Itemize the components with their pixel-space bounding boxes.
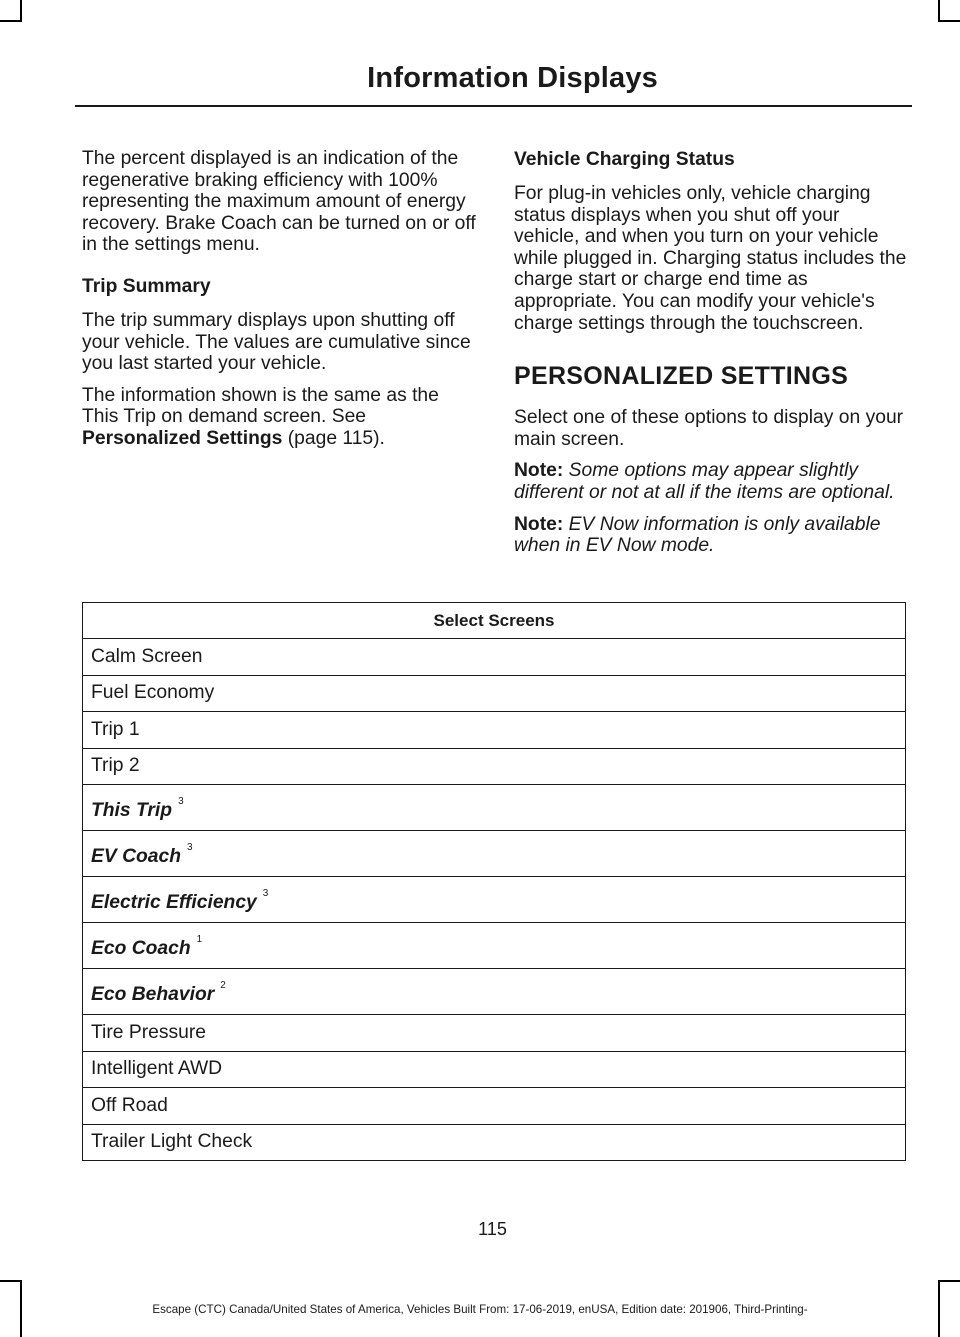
table-row [83,712,906,749]
footnote-marker: 3 [262,888,269,900]
select-screens-table [82,602,906,1161]
table-row [83,785,906,831]
crop-mark-top-left-h [0,20,22,22]
header-rule [75,105,912,107]
footnote-marker: 3 [187,842,193,854]
table-cell [83,1124,906,1161]
table-cell [83,785,906,831]
page-reference: (page 115). [282,427,385,449]
table-cell [83,877,906,923]
footnote-marker: 1 [196,934,203,946]
footnote-marker: 3 [178,796,184,808]
brake-coach-paragraph: The percent displayed is an indication of the regenerative braking efficiency with 100% representing the maximum amount of energy recovery. Brake Coach can be turned on or off in the settings menu. [82,148,476,256]
screen-option-label: Intelligent AWD [91,1058,223,1080]
note-label: Note: [514,460,564,482]
crop-mark-bottom-right-h [938,1280,960,1282]
table-row [83,877,906,923]
table-row [83,1015,906,1052]
table-row [83,923,906,969]
screen-option-label: Tire Pressure [91,1021,206,1043]
note-text: Some options may appear slightly different or not at all if the items are optional. [514,460,895,503]
screen-option-label: Trip 2 [91,755,140,777]
screen-option-label: Fuel Economy [91,682,215,704]
trip-summary-reference [82,385,476,450]
right-column [514,148,908,567]
table-row [83,1088,906,1125]
screen-option-label: Trailer Light Check [91,1131,253,1153]
trip-summary-paragraph: The trip summary displays upon shutting off your vehicle. The values are cumulative since you last started your vehicle. [82,309,471,375]
crop-mark-top-left [20,0,22,22]
screen-option-label: Eco Behavior [91,983,215,1005]
table-cell [83,831,906,877]
note-text: EV Now information is only available when in EV Now mode. [514,513,881,557]
footnote-marker: 2 [220,980,226,992]
personalized-settings-heading: PERSONALIZED SETTINGS [514,362,849,391]
table-row [83,1051,906,1088]
reference-text: The information shown is the same as the This Trip on demand screen. See [82,384,439,428]
trip-summary-heading: Trip Summary [82,275,211,297]
left-column [82,148,476,460]
table-row [83,639,906,676]
crop-mark-top-right [938,0,940,22]
table-cell [83,712,906,749]
note-label: Note: [514,513,564,535]
table-row [83,1124,906,1161]
table-row [83,675,906,712]
charging-status-paragraph: For plug-in vehicles only, vehicle charging status displays when you shut off your vehicle, and when you turn on your vehicle while plugged in. Charging status includes the charge start or charge end time as appropriate. You can modify your vehicle's charge settings through the touchscreen. [514,183,907,334]
table-header: Select Screens [83,603,906,639]
charging-status-heading: Vehicle Charging Status [514,149,735,170]
table-row [83,831,906,877]
screen-option-label: Electric Efficiency [91,891,257,913]
table-cell [83,748,906,785]
note-ev-now [514,514,908,557]
table-cell [83,639,906,676]
page-title: Information Displays [367,62,658,94]
table-cell [83,1051,906,1088]
table-cell [83,1015,906,1052]
table-row [83,969,906,1015]
screen-option-label: Eco Coach [91,937,191,959]
crop-mark-top-right-h [938,20,960,22]
screen-option-label: This Trip [91,799,173,821]
note-optional-items [514,460,908,503]
personalized-settings-link[interactable]: Personalized Settings [82,427,283,449]
footer-text: Escape (CTC) Canada/United States of America, Vehicles Built From: 17-06-2019, enUSA, Edition date: 201906, Third-Printing- [152,1303,808,1316]
screen-option-label: Calm Screen [91,645,203,667]
screen-option-label: Off Road [91,1094,168,1116]
crop-mark-bottom-left-h [0,1280,22,1282]
table-cell [83,923,906,969]
screen-option-label: Trip 1 [91,718,140,740]
table-cell [83,969,906,1015]
select-options-paragraph: Select one of these options to display on your main screen. [514,407,904,450]
page-number: 115 [478,1219,507,1239]
table-row [83,748,906,785]
screen-option-label: EV Coach [91,845,182,867]
table-cell [83,675,906,712]
table-cell [83,1088,906,1125]
